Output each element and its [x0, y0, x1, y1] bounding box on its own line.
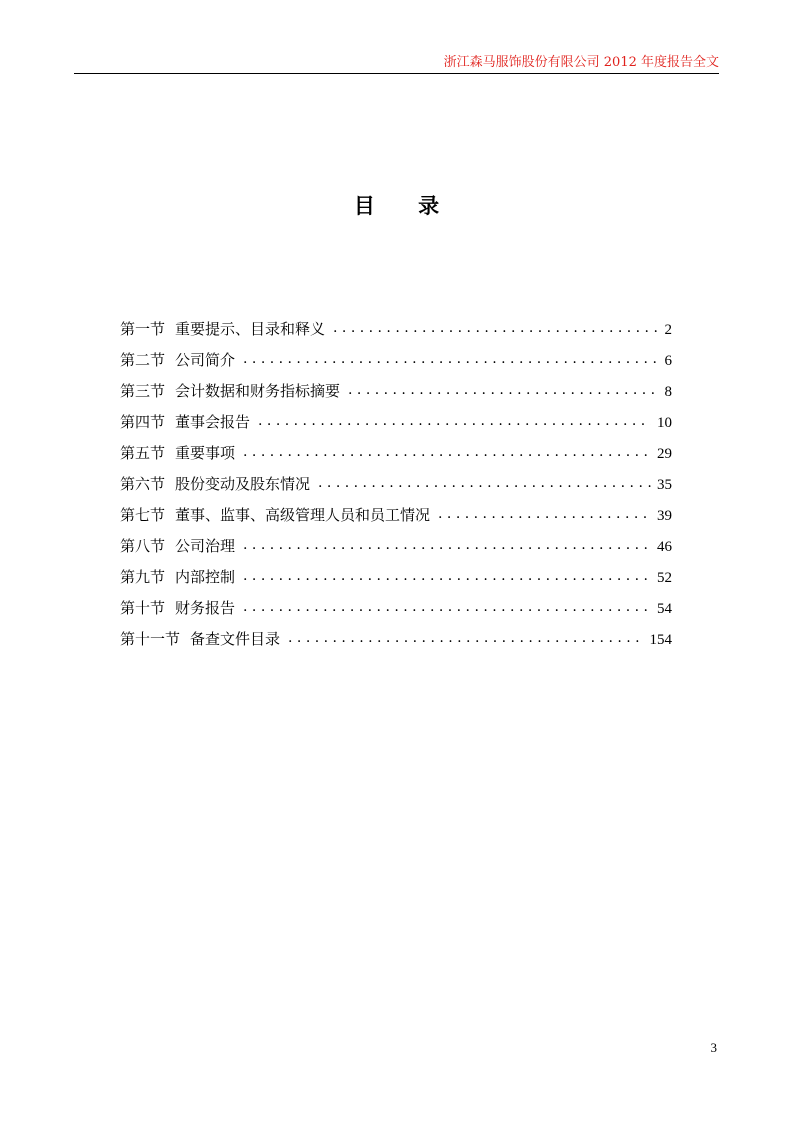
- toc-page-number: 35: [657, 477, 672, 493]
- toc-section-title: 会计数据和财务指标摘要: [175, 382, 341, 400]
- toc-entry[interactable]: [120, 376, 672, 407]
- toc-entry[interactable]: [120, 500, 672, 531]
- toc-page-number: 46: [657, 539, 672, 555]
- toc-section-title: 重要事项: [175, 444, 236, 462]
- toc-section-number: 第十一节: [120, 630, 181, 648]
- toc-section-title: 财务报告: [175, 599, 236, 617]
- toc-page-number: 6: [664, 353, 672, 369]
- toc-leader-dots: [243, 530, 651, 561]
- table-of-contents: [120, 314, 672, 655]
- toc-title: 目 录: [353, 194, 458, 218]
- toc-leader-dots: [318, 468, 651, 499]
- toc-section-number: 第九节: [120, 568, 166, 586]
- toc-leader-dots: [348, 375, 658, 406]
- toc-leader-dots: [243, 561, 651, 592]
- toc-page-number: 29: [657, 446, 672, 462]
- toc-page-number: 39: [657, 508, 672, 524]
- toc-section-title: 备查文件目录: [190, 630, 281, 648]
- toc-section-title: 重要提示、目录和释义: [175, 320, 326, 338]
- toc-section-number: 第一节: [120, 320, 166, 338]
- toc-section-number: 第八节: [120, 537, 166, 555]
- toc-section-title: 董事会报告: [175, 413, 251, 431]
- toc-page-number: 2: [664, 322, 672, 338]
- toc-entry[interactable]: [120, 314, 672, 345]
- toc-section-number: 第十节: [120, 599, 166, 617]
- toc-entry[interactable]: [120, 407, 672, 438]
- page-number: 3: [710, 1040, 717, 1055]
- page-header: [74, 55, 719, 74]
- toc-section-title: 内部控制: [175, 568, 236, 586]
- toc-leader-dots: [243, 592, 651, 623]
- header-title: 浙江森马服饰股份有限公司 2012 年度报告全文: [443, 55, 719, 70]
- toc-leader-dots: [438, 499, 651, 530]
- toc-entry[interactable]: [120, 531, 672, 562]
- toc-page-number: 10: [657, 415, 672, 431]
- toc-leader-dots: [288, 623, 643, 654]
- toc-page-number: 52: [657, 570, 672, 586]
- toc-entry[interactable]: [120, 593, 672, 624]
- toc-leader-dots: [333, 313, 658, 344]
- toc-leader-dots: [258, 406, 651, 437]
- toc-entry[interactable]: [120, 438, 672, 469]
- toc-section-title: 公司治理: [175, 537, 236, 555]
- toc-section-title: 公司简介: [175, 351, 236, 369]
- toc-leader-dots: [243, 437, 651, 468]
- toc-section-number: 第七节: [120, 506, 166, 524]
- toc-page-number: 54: [657, 601, 672, 617]
- toc-section-number: 第六节: [120, 475, 166, 493]
- toc-entry[interactable]: [120, 624, 672, 655]
- toc-entry[interactable]: [120, 562, 672, 593]
- toc-section-number: 第三节: [120, 382, 166, 400]
- toc-entry[interactable]: [120, 345, 672, 376]
- toc-leader-dots: [243, 344, 658, 375]
- toc-section-title: 董事、监事、高级管理人员和员工情况: [175, 506, 431, 524]
- toc-section-number: 第五节: [120, 444, 166, 462]
- toc-page-number: 8: [664, 384, 672, 400]
- toc-entry[interactable]: [120, 469, 672, 500]
- toc-section-title: 股份变动及股东情况: [175, 475, 311, 493]
- toc-section-number: 第二节: [120, 351, 166, 369]
- toc-page-number: 154: [649, 632, 672, 648]
- toc-section-number: 第四节: [120, 413, 166, 431]
